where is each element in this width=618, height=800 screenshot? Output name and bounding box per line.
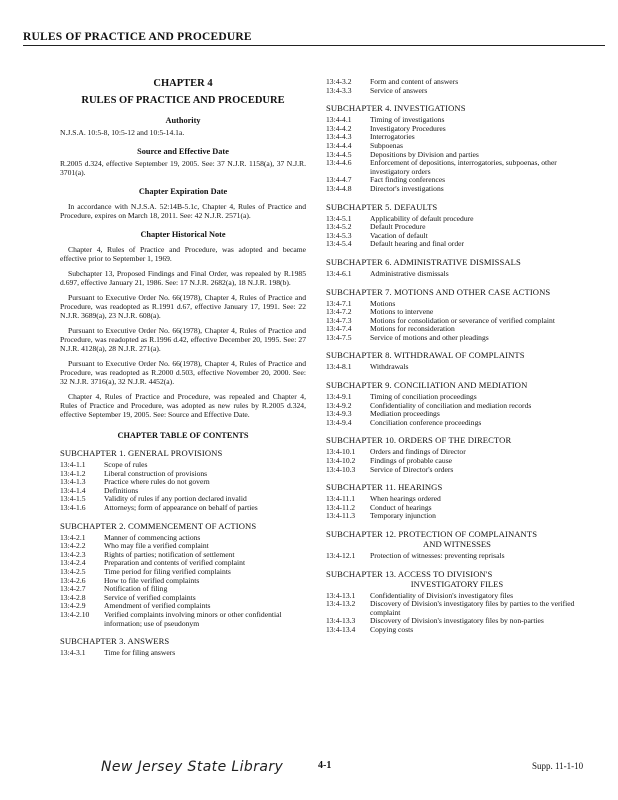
section-number: 13:4-4.5 — [326, 149, 352, 159]
history-note: Chapter 4, Rules of Practice and Procedure, was adopted and became effective prior to September 1, 1969. — [60, 245, 306, 263]
section-number: 13:4-2.2 — [60, 541, 86, 551]
section-title: Time for filing answers — [104, 648, 176, 658]
page-number: 4-1 — [318, 760, 332, 771]
subchapter-heading: SUBCHAPTER 4. INVESTIGATIONS — [326, 103, 466, 114]
toc-entry — [326, 334, 588, 343]
section-title: Withdrawals — [370, 362, 409, 372]
toc-entry — [326, 626, 588, 635]
section-title: Motions for reconsideration — [370, 324, 455, 334]
section-title: Confidentiality of conciliation and mediation records — [370, 400, 532, 410]
subchapter-heading: SUBCHAPTER 13. ACCESS TO DIVISION'S — [326, 568, 493, 579]
section-title: Applicability of default procedure — [370, 213, 474, 223]
subchapter-heading: SUBCHAPTER 1. GENERAL PROVISIONS — [60, 448, 223, 458]
subchapter-heading: SUBCHAPTER 7. MOTIONS AND OTHER CASE ACTIONS — [326, 286, 551, 297]
section-title: Service of Director's orders — [370, 464, 454, 474]
toc-entry — [326, 176, 588, 185]
history-heading: Chapter Historical Note — [140, 230, 226, 239]
subchapter-heading: SUBCHAPTER 5. DEFAULTS — [326, 201, 438, 212]
toc-entry — [326, 504, 588, 513]
authority-heading: Authority — [165, 116, 201, 125]
toc-entry — [326, 512, 588, 521]
section-number: 13:4-4.3 — [326, 132, 352, 142]
authority-text: N.J.S.A. 10:5-8, 10:5-12 and 10:5-14.1a. — [60, 128, 185, 137]
chapter-title: RULES OF PRACTICE AND PROCEDURE — [81, 95, 285, 106]
section-title: Confidentiality of Division's investigatory files — [370, 590, 514, 600]
section-title: Preparation and contents of verified complaint — [104, 558, 246, 568]
section-title: Administrative dismissals — [370, 268, 449, 278]
section-number: 13:4-9.3 — [326, 409, 352, 419]
toc-entry — [326, 457, 588, 466]
section-number: 13:4-9.1 — [326, 392, 352, 402]
section-title: Practice where rules do not govern — [104, 477, 210, 487]
toc-entry — [326, 495, 588, 504]
toc-entry — [60, 611, 306, 628]
section-number: 13:4-2.9 — [60, 601, 86, 611]
toc-entry — [326, 270, 588, 279]
section-title: Timing of conciliation proceedings — [370, 392, 477, 402]
section-title: Validity of rules if any portion declared invalid — [104, 494, 247, 504]
toc-entry — [326, 600, 588, 617]
section-number: 13:4-5.4 — [326, 239, 352, 249]
section-title: Service of verified complaints — [104, 592, 196, 602]
section-number: 13:4-7.1 — [326, 298, 352, 308]
left-toc — [60, 448, 306, 658]
section-number: 13:4-11.3 — [326, 511, 356, 521]
section-title: Conciliation conference proceedings — [370, 417, 482, 427]
section-number: 13:4-6.1 — [326, 268, 352, 278]
section-number: 13:4-9.2 — [326, 400, 352, 410]
section-number: 13:4-2.7 — [60, 584, 86, 594]
section-title: Investigatory Procedures — [370, 123, 446, 133]
section-title: Service of motions and other pleadings — [370, 332, 489, 342]
toc-entry — [326, 317, 588, 326]
right-top-items — [326, 78, 588, 95]
section-number: 13:4-11.2 — [326, 502, 356, 512]
toc-entry — [326, 466, 588, 475]
section-title: Definitions — [104, 485, 139, 495]
section-number: 13:4-1.6 — [60, 502, 86, 512]
section-number: 13:4-7.4 — [326, 324, 352, 334]
running-header: RULES OF PRACTICE AND PROCEDURE — [23, 31, 252, 43]
section-title: Copying costs — [370, 624, 414, 634]
toc-entry — [326, 78, 588, 87]
section-title: Attorneys; form of appearance on behalf of parties — [104, 502, 258, 512]
section-title: Scope of rules — [104, 460, 148, 469]
section-number: 13:4-1.3 — [60, 477, 86, 487]
header-rule — [23, 45, 605, 46]
section-title: Verified complaints involving minors or other confidential information; use of pseudonym — [104, 609, 282, 628]
section-number: 13:4-7.2 — [326, 307, 352, 317]
section-number: 13:4-9.4 — [326, 417, 352, 427]
library-stamp: New Jersey State Library — [101, 759, 284, 775]
section-number: 13:4-5.2 — [326, 222, 352, 232]
expiration-text: In accordance with N.J.S.A. 52:14B-5.1c, Chapter 4, Rules of Practice and Procedure, expires on March 18, 2011. See: 42 N.J.R. 2571(a). — [60, 202, 306, 220]
section-title: Discovery of Division's investigatory files by parties to the verified complaint — [370, 599, 575, 617]
section-number: 13:4-2.4 — [60, 558, 86, 568]
section-number: 13:4-1.1 — [60, 460, 86, 469]
section-title: Discovery of Division's investigatory files by non-parties — [370, 616, 544, 626]
left-column — [60, 78, 306, 658]
section-title: Form and content of answers — [370, 77, 459, 86]
section-title: Default Procedure — [370, 222, 426, 232]
subchapter-heading: SUBCHAPTER 6. ADMINISTRATIVE DISMISSALS — [326, 256, 521, 267]
history-note: Subchapter 13, Proposed Findings and Final Order, was repealed by R.1985 d.697, effective January 21, 1986. See: 17 N.J.R. 2682(a), 18 N.J.R. 198(b). — [60, 269, 306, 287]
section-title: Time period for filing verified complaints — [104, 566, 231, 576]
section-number: 13:4-2.5 — [60, 566, 86, 576]
section-title: Amendment of verified complaints — [104, 601, 211, 611]
toc-heading: CHAPTER TABLE OF CONTENTS — [117, 431, 249, 440]
toc-entry — [326, 133, 588, 142]
toc-entry — [326, 419, 588, 428]
section-title: Temporary injunction — [370, 511, 436, 521]
section-number: 13:4-4.7 — [326, 175, 352, 185]
section-number: 13:4-10.1 — [326, 447, 356, 457]
section-number: 13:4-3.3 — [326, 85, 352, 95]
section-title: Motions — [370, 298, 396, 308]
toc-entry — [326, 159, 588, 176]
section-title: Enforcement of depositions, interrogatories, subpoenas, other investigatory orders — [370, 158, 557, 176]
toc-entry — [326, 185, 588, 194]
section-title: Liberal construction of provisions — [104, 468, 208, 478]
section-number: 13:4-3.1 — [60, 648, 86, 658]
section-number: 13:4-13.3 — [326, 616, 356, 626]
history-note: Pursuant to Executive Order No. 66(1978), Chapter 4, Rules of Practice and Procedure, was readopted as R.2000 d.503, effective November 20, 2000. See: 32 N.J.R. 3716(a), 32 N.J.R. 4452(a). — [60, 359, 306, 386]
toc-entry — [326, 125, 588, 134]
subchapter-heading: SUBCHAPTER 2. COMMENCEMENT OF ACTIONS — [60, 520, 257, 531]
section-number: 13:4-5.3 — [326, 230, 352, 240]
section-number: 13:4-4.6 — [326, 158, 352, 168]
section-title: Conduct of hearings — [370, 502, 432, 512]
section-title: How to file verified complaints — [104, 575, 200, 585]
section-title: Manner of commencing actions — [104, 532, 201, 542]
section-number: 13:4-5.1 — [326, 213, 352, 223]
section-title: Default hearing and final order — [370, 239, 465, 249]
section-number: 13:4-2.3 — [60, 549, 86, 559]
section-title: Notification of filing — [104, 584, 168, 594]
section-title: Mediation proceedings — [370, 409, 440, 419]
toc-entry — [326, 363, 588, 372]
section-title: When hearings ordered — [370, 494, 441, 504]
section-number: 13:4-13.1 — [326, 590, 356, 600]
section-title: Findings of probable cause — [370, 456, 453, 466]
section-title: Protection of witnesses: preventing reprisals — [370, 551, 505, 560]
section-title: Rights of parties; notification of settlement — [104, 549, 235, 559]
section-number: 13:4-4.1 — [326, 115, 352, 125]
section-number: 13:4-4.2 — [326, 123, 352, 133]
subchapter-heading-continued: AND WITNESSES — [423, 539, 491, 549]
section-title: Fact finding conferences — [370, 175, 446, 185]
section-number: 13:4-11.1 — [326, 494, 356, 504]
right-column — [326, 78, 588, 635]
toc-entry — [326, 402, 588, 411]
toc-entry — [60, 478, 306, 487]
subchapter-heading: SUBCHAPTER 11. HEARINGS — [326, 482, 443, 493]
section-number: 13:4-4.8 — [326, 183, 352, 193]
section-number: 13:4-2.1 — [60, 532, 86, 542]
section-title: Vacation of default — [370, 230, 428, 240]
section-title: Service of answers — [370, 85, 428, 95]
toc-entry — [326, 215, 588, 224]
subchapter-heading: SUBCHAPTER 9. CONCILIATION AND MEDIATION — [326, 380, 528, 391]
section-number: 13:4-10.2 — [326, 456, 356, 466]
section-number: 13:4-2.6 — [60, 575, 86, 585]
section-title: Depositions by Division and parties — [370, 149, 479, 159]
history-notes — [60, 245, 306, 419]
section-number: 13:4-1.5 — [60, 494, 86, 504]
section-number: 13:4-8.1 — [326, 362, 352, 372]
toc-entry — [326, 300, 588, 309]
section-number: 13:4-1.4 — [60, 485, 86, 495]
chapter-number: CHAPTER 4 — [153, 78, 213, 89]
section-number: 13:4-13.2 — [326, 599, 356, 609]
section-number: 13:4-2.10 — [60, 609, 90, 619]
section-title: Timing of investigations — [370, 115, 445, 125]
toc-entry — [326, 552, 588, 561]
toc-entry — [326, 448, 588, 457]
section-number: 13:4-7.3 — [326, 315, 352, 325]
source-heading: Source and Effective Date — [137, 147, 229, 156]
section-number: 13:4-10.3 — [326, 464, 356, 474]
section-number: 13:4-3.2 — [326, 77, 352, 86]
toc-entry — [60, 504, 306, 513]
section-title: Motions to intervene — [370, 307, 434, 317]
section-title: Subpoenas — [370, 140, 403, 150]
toc-entry — [326, 87, 588, 96]
expiration-heading: Chapter Expiration Date — [138, 187, 228, 196]
subchapter-heading: SUBCHAPTER 8. WITHDRAWAL OF COMPLAINTS — [326, 350, 525, 361]
section-title: Orders and findings of Director — [370, 447, 466, 457]
toc-entry — [326, 116, 588, 125]
toc-entry — [60, 577, 306, 586]
section-number: 13:4-1.2 — [60, 468, 86, 478]
subchapter-heading: SUBCHAPTER 12. PROTECTION OF COMPLAINANTS — [326, 529, 538, 539]
section-number: 13:4-4.4 — [326, 140, 352, 150]
supplement-date: Supp. 11-1-10 — [532, 761, 584, 771]
section-number: 13:4-2.8 — [60, 592, 86, 602]
toc-entry — [60, 649, 306, 658]
section-number: 13:4-7.5 — [326, 332, 352, 342]
section-title: Who may file a verified complaint — [104, 541, 209, 551]
section-title: Interrogatories — [370, 132, 415, 142]
toc-entry — [326, 617, 588, 626]
subchapter-heading-continued: INVESTIGATORY FILES — [410, 578, 504, 589]
source-text: R.2005 d.324, effective September 19, 2005. See: 37 N.J.R. 1158(a), 37 N.J.R. 3701(a). — [60, 159, 306, 177]
history-note: Pursuant to Executive Order No. 66(1978), Chapter 4, Rules of Practice and Procedure, was readopted as R.1991 d.67, effective January 17, 1991. See: 22 N.J.R. 3689(a), 23 N.J.R. 608(a). — [60, 293, 306, 320]
toc-entry — [326, 240, 588, 249]
section-title: Motions for consolidation or severance of verified complaint — [370, 315, 555, 325]
toc-entry — [326, 223, 588, 232]
history-note: Pursuant to Executive Order No. 66(1978), Chapter 4, Rules of Practice and Procedure, was readopted as R.1996 d.42, effective December 20, 1995. See: 27 N.J.R. 4128(a), 28 N.J.R. 271(a). — [60, 326, 306, 353]
section-title: Director's investigations — [370, 183, 444, 193]
history-note: Chapter 4, Rules of Practice and Procedure, was repealed and Chapter 4, Rules of Practice and Procedure, was adopted as new rules by R.2005 d.324, effective September 19, 2005. See: Source and Effective Date. — [60, 392, 306, 419]
subchapter-heading: SUBCHAPTER 3. ANSWERS — [60, 636, 170, 647]
subchapter-heading: SUBCHAPTER 10. ORDERS OF THE DIRECTOR — [326, 435, 512, 446]
section-number: 13:4-13.4 — [326, 624, 356, 634]
right-toc — [326, 103, 588, 634]
section-number: 13:4-12.1 — [326, 551, 356, 560]
